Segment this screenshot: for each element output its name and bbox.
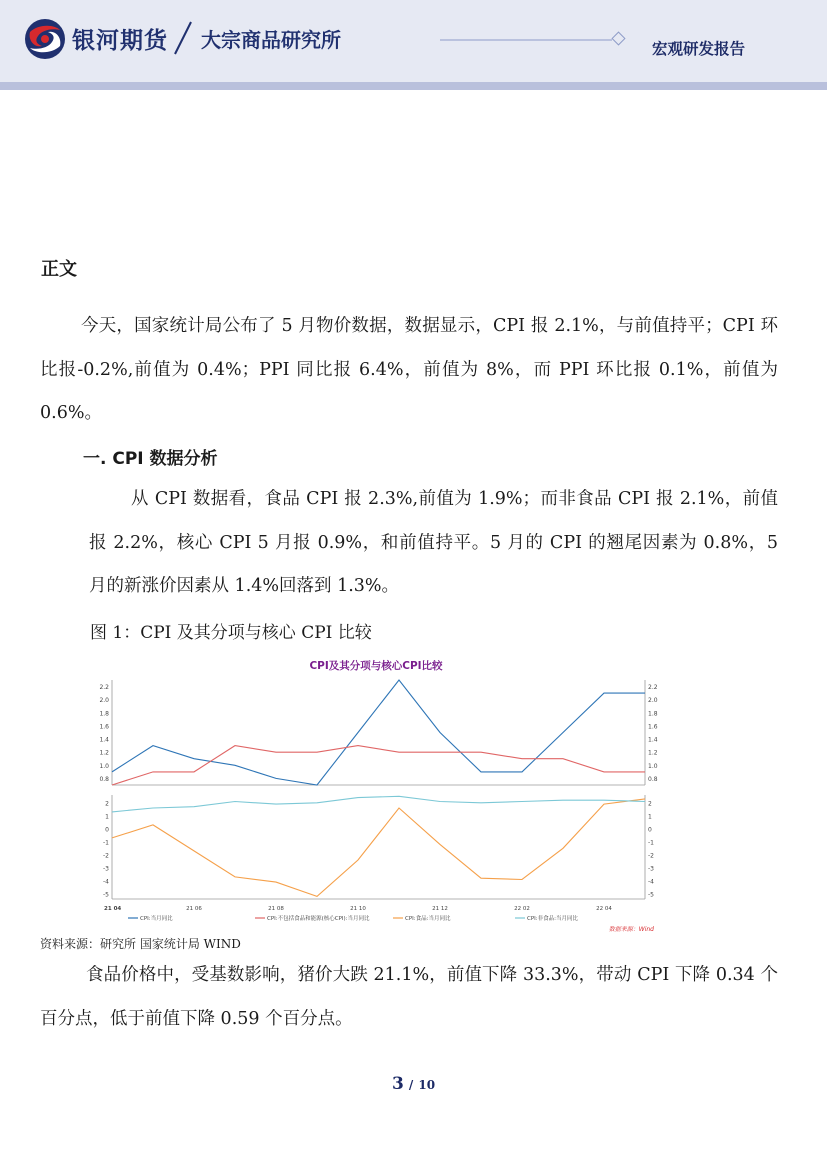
- y-tick-label-right: 1: [648, 813, 652, 821]
- y-tick-label: -3: [103, 865, 109, 873]
- report-type: 宏观研发报告: [652, 40, 746, 58]
- y-tick-label: 0.8: [99, 775, 109, 783]
- cpi-chart: [90, 652, 660, 935]
- x-tick-label: 21 04: [104, 906, 122, 912]
- y-tick-label: -5: [103, 891, 109, 899]
- y-tick-label: 0: [105, 826, 109, 834]
- y-tick-label: -4: [103, 878, 109, 886]
- y-tick-label-right: -2: [648, 852, 654, 860]
- legend-label: CPI:当月同比: [140, 916, 173, 922]
- y-tick-label: 1.0: [99, 762, 109, 770]
- y-tick-label: 1: [105, 813, 109, 821]
- y-tick-label-right: 0: [648, 826, 652, 834]
- header-divider: [171, 20, 195, 56]
- y-tick-label-right: -3: [648, 865, 654, 873]
- header-decoration: [440, 30, 630, 50]
- y-tick-label-right: 1.2: [648, 749, 658, 757]
- y-tick-label: -2: [103, 852, 109, 860]
- y-tick-label-right: 2: [648, 800, 652, 808]
- y-tick-label: -1: [103, 839, 109, 847]
- y-tick-label-right: 1.0: [648, 762, 658, 770]
- page-number: [0, 1074, 827, 1094]
- current-page: 3: [391, 1074, 404, 1094]
- y-tick-label-right: 1.6: [648, 723, 658, 731]
- page-header: [0, 0, 827, 82]
- x-tick-label: 22 04: [596, 906, 612, 912]
- y-tick-label: 2.2: [99, 684, 109, 692]
- section-title: 正文: [41, 259, 77, 280]
- y-tick-label: 2: [105, 800, 109, 808]
- x-tick-label: 21 06: [186, 906, 202, 912]
- y-tick-label: 1.4: [99, 736, 109, 744]
- legend-label: CPI:不包括食品和能源(核心CPI):当月同比: [267, 916, 370, 922]
- y-tick-label: 1.6: [99, 723, 109, 731]
- galaxy-logo-icon: [24, 18, 66, 60]
- y-tick-label: 1.8: [99, 710, 109, 718]
- x-tick-label: 21 10: [350, 906, 366, 912]
- y-tick-label-right: 0.8: [648, 775, 658, 783]
- chart-source-note: 数据来源：Wind: [608, 926, 654, 933]
- chart-title: CPI及其分项与核心CPI比较: [309, 660, 443, 672]
- y-tick-label: 2.0: [99, 697, 109, 705]
- paragraph-food-prices: 食品价格中，受基数影响，猪价大跌 21.1%，前值下降 33.3%，带动 CPI 下降 0.34 个百分点，低于前值下降 0.59 个百分点。: [40, 965, 778, 1029]
- chart-source: 资料来源：研究所 国家统计局 WIND: [40, 937, 241, 951]
- y-tick-label-right: -4: [648, 878, 654, 886]
- department-name: 大宗商品研究所: [201, 28, 341, 52]
- legend-label: CPI:非食品:当月同比: [527, 916, 578, 922]
- legend-label: CPI:食品:当月同比: [405, 916, 451, 922]
- x-tick-label: 21 08: [268, 906, 284, 912]
- figure-caption: 图 1：CPI 及其分项与核心 CPI 比较: [90, 623, 372, 643]
- y-tick-label-right: 1.8: [648, 710, 658, 718]
- x-tick-label: 22 02: [514, 906, 530, 912]
- y-tick-label-right: 2.0: [648, 697, 658, 705]
- y-tick-label-right: 2.2: [648, 684, 658, 692]
- paragraph-cpi-analysis: 从 CPI 数据看，食品 CPI 报 2.3%,前值为 1.9%；而非食品 CPI 报 2.1%，前值报 2.2%，核心 CPI 5 月报 0.9%，和前值持平。5 月的 CPI 的翘尾因素为 0.8%，5 月的新涨价因素从 1.4%回落到 1.3%。: [89, 489, 778, 596]
- subsection-heading: 一. CPI 数据分析: [83, 449, 218, 469]
- x-tick-label: 21 12: [432, 906, 448, 912]
- brand-name: 银河期货: [72, 28, 168, 54]
- y-tick-label: 1.2: [99, 749, 109, 757]
- y-tick-label-right: -5: [648, 891, 654, 899]
- page-separator: /: [408, 1078, 414, 1092]
- y-tick-label-right: 1.4: [648, 736, 658, 744]
- y-tick-label-right: -1: [648, 839, 654, 847]
- total-pages: 10: [418, 1078, 436, 1092]
- paragraph-intro: 今天，国家统计局公布了 5 月物价数据，数据显示，CPI 报 2.1%，与前值持平；CPI 环比报-0.2%,前值为 0.4%；PPI 同比报 6.4%，前值为 8%，而 PPI 环比报 0.1%，前值为 0.6%。: [40, 316, 778, 423]
- header-band: [0, 82, 827, 90]
